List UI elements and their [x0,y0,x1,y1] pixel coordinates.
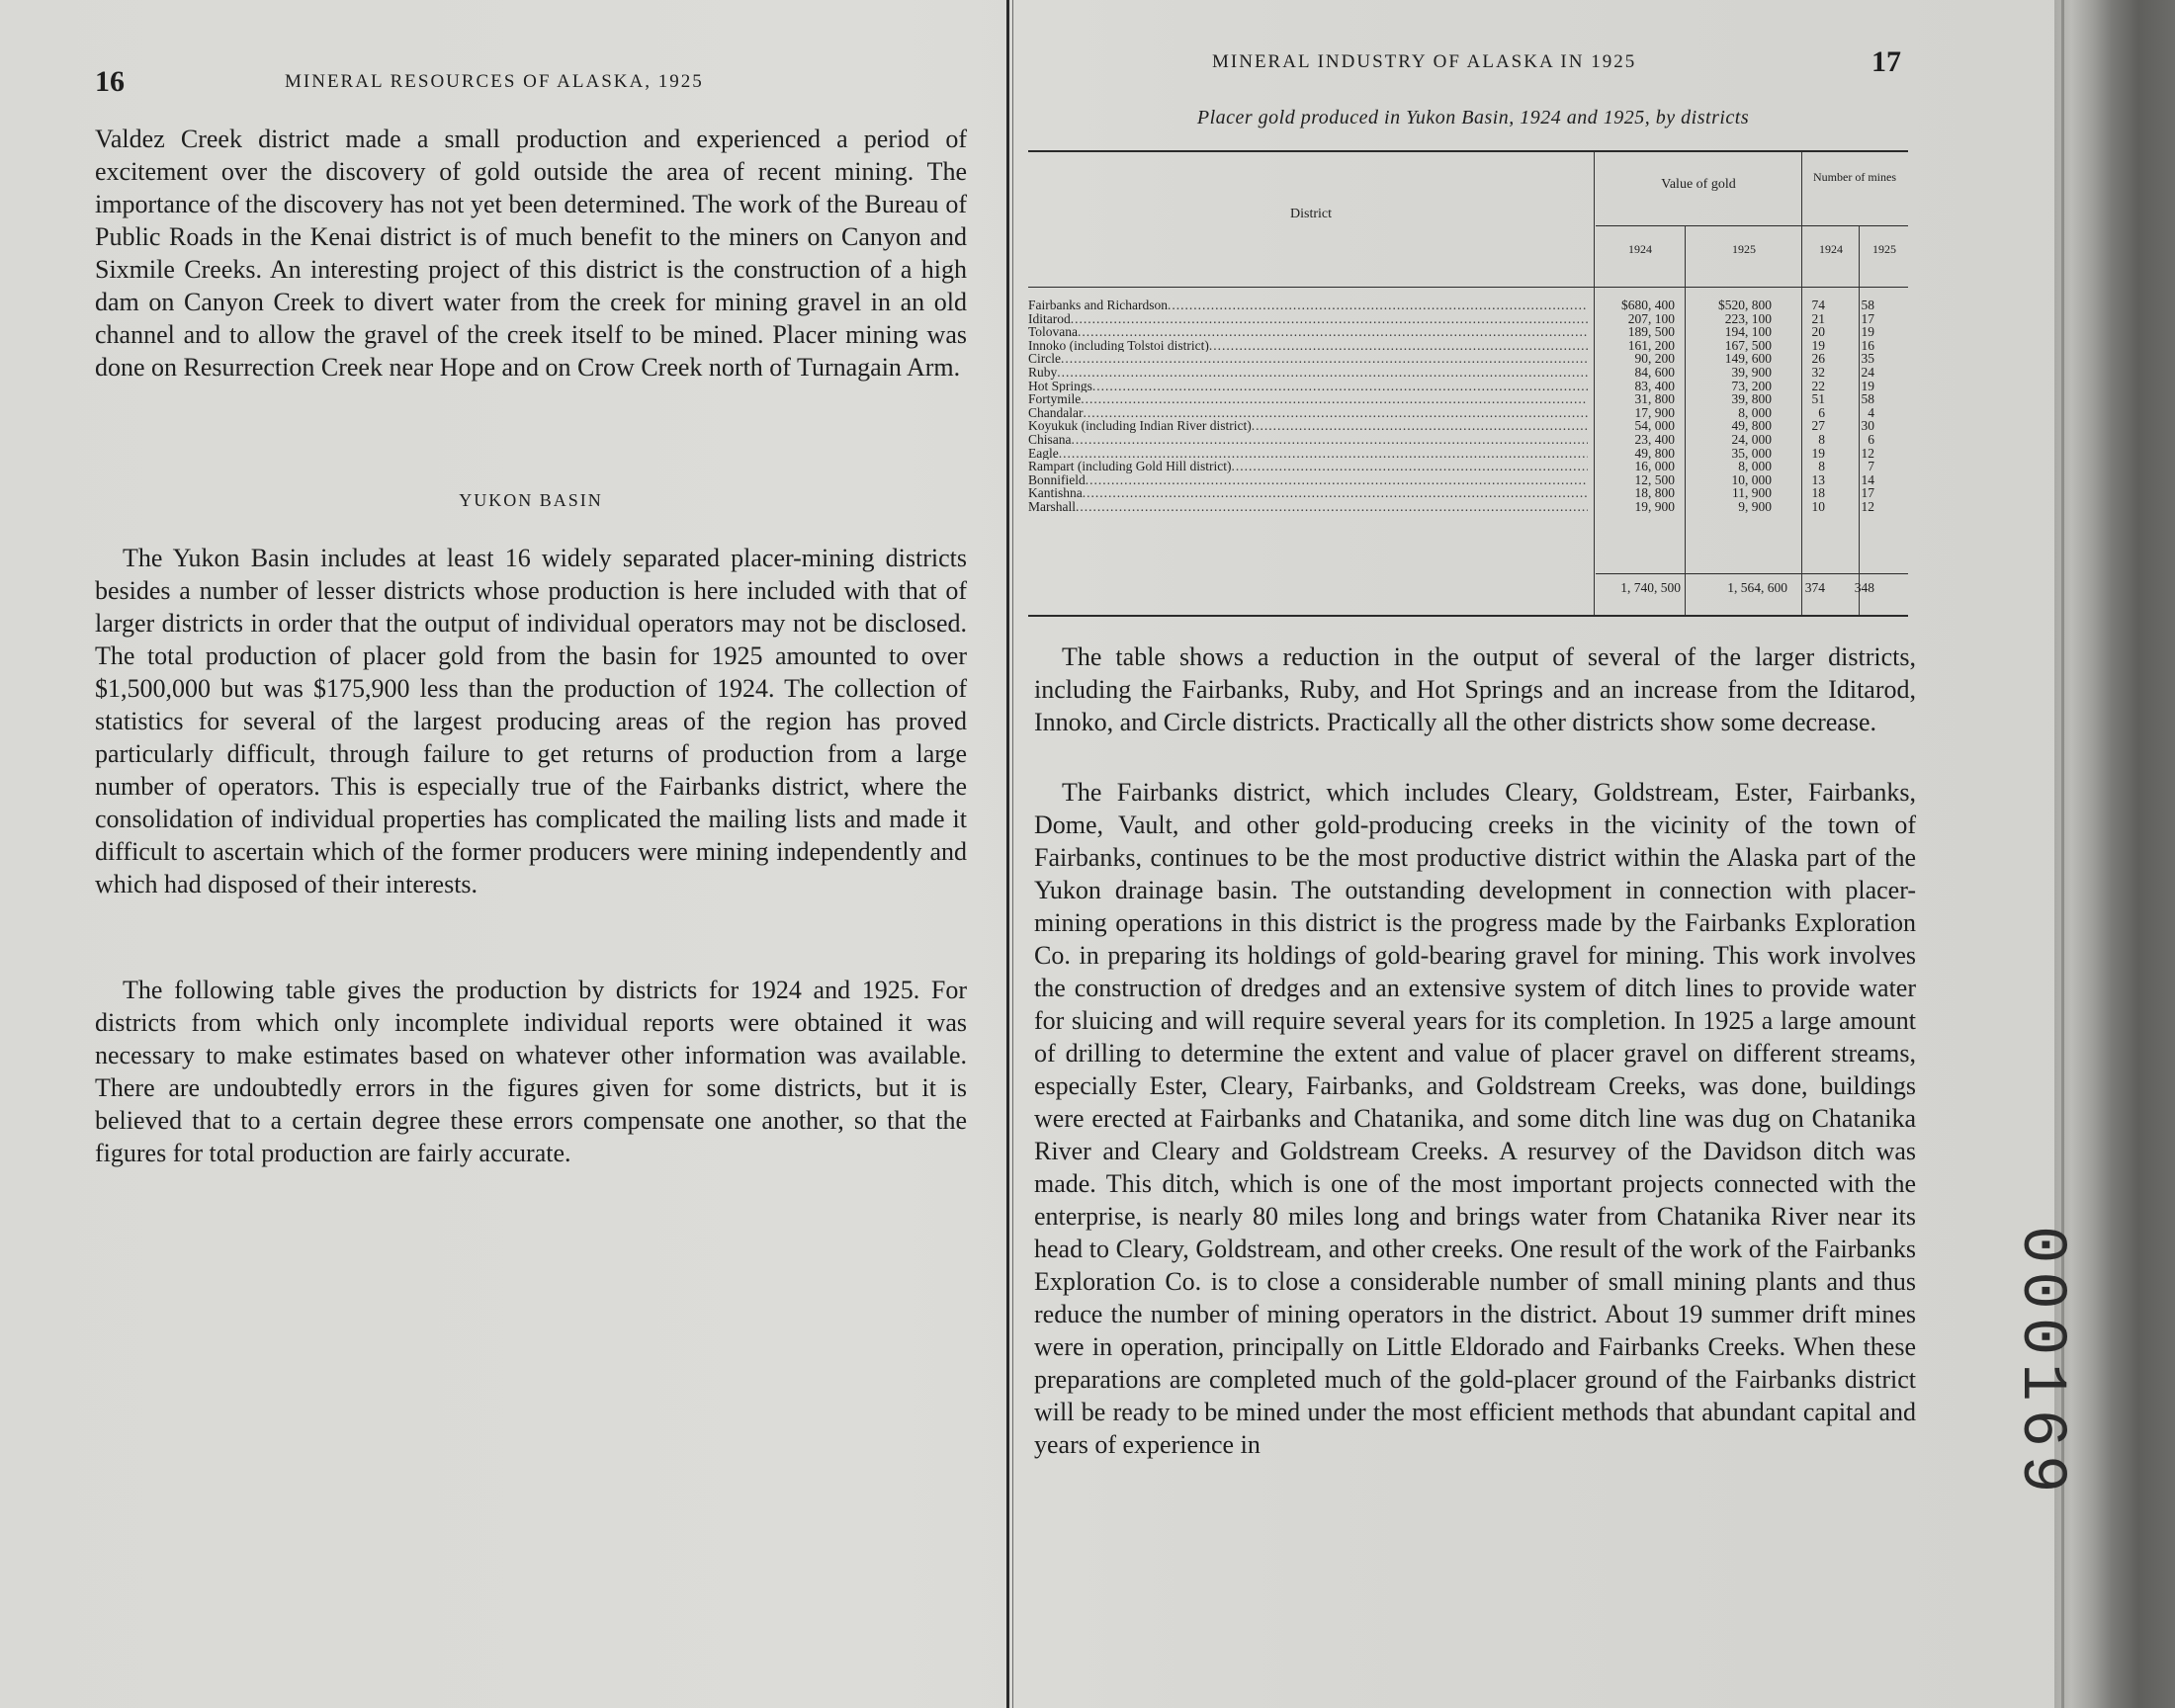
page-gutter [1006,0,1009,1708]
district-cell: Bonnifield ..... [1028,473,1588,487]
district-cell: Ruby ..... [1028,366,1588,380]
table-row [1028,325,1908,339]
mines-1924-cell: 26 [1811,351,1825,367]
mines-1924-cell: 18 [1811,485,1825,501]
value-1924-cell: 189, 500 [1627,324,1675,340]
header-value-1924: 1924 [1628,242,1652,256]
page-gutter-shadow [1012,0,1013,1708]
value-1924-cell: 207, 100 [1627,310,1675,326]
mines-1924-cell: 10 [1811,499,1825,514]
value-1924-cell: 31, 800 [1634,391,1675,407]
table-row [1028,392,1908,406]
table-row [1028,486,1908,500]
value-1925-cell: 35, 000 [1731,445,1772,461]
mines-1924-cell: 22 [1811,378,1825,393]
mines-1925-cell: 35 [1861,351,1874,367]
value-1924-cell: 84, 600 [1634,365,1675,380]
value-1924-cell: 90, 200 [1634,351,1675,367]
table-row [1028,433,1908,447]
table-subhead-rule [1596,225,1908,226]
table-top-rule [1028,150,1908,152]
mines-1924-cell: 32 [1811,365,1825,380]
mines-1925-cell: 12 [1861,499,1874,514]
header-value-1925: 1925 [1732,242,1756,256]
table-row [1028,406,1908,420]
total-mines-1925: 348 [1854,580,1874,595]
total-value-1924: 1, 740, 500 [1620,580,1681,595]
table-row [1028,473,1908,487]
value-1925-cell: 8, 000 [1738,459,1772,474]
table-row [1028,352,1908,366]
value-1924-cell: 23, 400 [1634,432,1675,447]
table-row [1028,500,1908,514]
table-row [1028,419,1908,433]
district-cell: Marshall ..... [1028,500,1588,514]
mines-1925-cell: 58 [1861,391,1874,407]
value-1925-cell: 10, 000 [1731,471,1772,487]
value-1925-cell: 73, 200 [1731,378,1772,393]
value-1925-cell: 39, 900 [1731,365,1772,380]
table-row [1028,299,1908,312]
header-mines-1925: 1925 [1872,242,1896,256]
district-cell: Iditarod ..... [1028,312,1588,326]
header-value-of-gold: Value of gold [1661,177,1736,192]
header-number-of-mines: Number of mines [1813,170,1896,184]
district-cell: Fortymile ..... [1028,392,1588,406]
mines-1925-cell: 19 [1861,378,1874,393]
table-row [1028,380,1908,393]
left-page-number: 16 [95,65,125,98]
mines-1925-cell: 7 [1868,459,1874,474]
mines-1925-cell: 4 [1868,404,1874,420]
value-1924-cell: 17, 900 [1634,404,1675,420]
value-1924-cell: 12, 500 [1634,471,1675,487]
mines-1924-cell: 8 [1818,432,1825,447]
value-1924-cell: 161, 200 [1627,337,1675,353]
right-paragraph-2: The Fairbanks district, which includes Cleary, Goldstream, Ester, Fairbanks, Dome, Vault, and other gold-producing creeks in the vicinity of the town of Fairbanks, continues to be the most productive district within the Alaska part of the Yukon drainage basin. The outstanding development in connection with placer-mining operations in this district is the progress made by the Fairbanks Exploration Co. in preparing its holdings of gold-bearing gravel for mining. This work involves the construction of dredges and an extensive system of ditch lines to provide water for sluicing and will require several years for its completion. In 1925 a large amount of drilling to determine the extent and value of placer gravel on different streams, especially Ester, Cleary, Fairbanks, and Goldstream Creeks, was done, buildings were erected at Fairbanks and Chatanika, and some ditch line was dug on Chatanika River and Cleary and Goldstream Creeks. A resurvey of the Davidson ditch was made. This ditch, which is one of the most important projects connected with the enterprise, is nearly 80 miles long and brings water from Chatanika River near its head to Cleary, Goldstream, and other creeks. One result of the work of the Fairbanks Exploration Co. is to close a considerable number of small mining plants and thus reduce the number of mining operators in the district. About 19 summer drift mines were in operation, principally on Little Eldorado and Fairbanks Creeks. When these preparations are completed much of the gold-placer ground of the Fairbanks district will be ready to be mined under the most efficient methods that abundant capital and years of experience in [1034,778,1916,1459]
value-1925-cell: 49, 800 [1731,418,1772,434]
mines-1924-cell: 21 [1811,310,1825,326]
right-paragraph-1: The table shows a reduction in the output of several of the larger districts, including the Fairbanks, Ruby, and Hot Springs and an increase from the Iditarod, Innoko, and Circle districts. Practically all the other districts show some decrease. [1034,642,1916,736]
district-cell: Tolovana ..... [1028,325,1588,339]
table-total-row [1028,581,1908,599]
mines-1925-cell: 19 [1861,324,1874,340]
mines-1925-cell: 14 [1861,471,1874,487]
mines-1925-cell: 6 [1868,432,1874,447]
mines-1925-cell: 24 [1861,365,1874,380]
total-mines-1924: 374 [1804,580,1825,595]
right-running-head: MINERAL INDUSTRY OF ALASKA IN 1925 [1212,51,1637,72]
mines-1925-cell: 17 [1861,310,1874,326]
table-head-rule [1028,287,1908,288]
mines-1924-cell: 6 [1818,404,1825,420]
district-cell: Koyukuk (including Indian River district) ..... [1028,419,1588,433]
table-row [1028,460,1908,473]
table-row [1028,447,1908,461]
header-mines-1924: 1924 [1819,242,1843,256]
table-caption: Placer gold produced in Yukon Basin, 1924 and 1925, by districts [1196,107,1750,128]
value-1925-cell: 149, 600 [1724,351,1772,367]
value-1924-cell: 19, 900 [1634,499,1675,514]
mines-1924-cell: 51 [1811,391,1825,407]
value-1924-cell: 49, 800 [1634,445,1675,461]
district-cell: Kantishna ..... [1028,486,1588,500]
district-cell: Hot Springs ..... [1028,380,1588,393]
mines-1924-cell: 27 [1811,418,1825,434]
district-cell: Chisana ..... [1028,433,1588,447]
value-1925-cell: 11, 900 [1732,485,1772,501]
section-heading: YUKON BASIN [459,490,603,510]
left-paragraph-3: The following table gives the production by districts for 1924 and 1925. For districts from which only incomplete individual reports were obtained it was necessary to make estimates based on whatever other information was available. There are undoubtedly errors in the figures given for some districts, but it is believed that to a certain degree these errors compensate one another, so that the figures for total production are fairly accurate. [95,976,967,1167]
district-cell: Rampart (including Gold Hill district) ..... [1028,460,1588,473]
mines-1925-cell: 16 [1861,337,1874,353]
mines-1925-cell: 17 [1861,485,1874,501]
value-1925-cell: 167, 500 [1724,337,1772,353]
mines-1924-cell: 19 [1811,445,1825,461]
value-1925-cell: 8, 000 [1738,404,1772,420]
header-district: District [1290,207,1332,221]
table-bottom-rule [1028,615,1908,617]
mines-1924-cell: 13 [1811,471,1825,487]
table-row [1028,312,1908,326]
district-cell: Eagle ..... [1028,447,1588,461]
district-cell: Chandalar ..... [1028,406,1588,420]
value-1924-cell: 16, 000 [1634,459,1675,474]
table-row [1028,366,1908,380]
mines-1925-cell: 58 [1861,298,1874,312]
mines-1925-cell: 12 [1861,445,1874,461]
value-1925-cell: $520, 800 [1718,298,1772,312]
value-1925-cell: 9, 900 [1738,499,1772,514]
mines-1924-cell: 19 [1811,337,1825,353]
mines-1924-cell: 20 [1811,324,1825,340]
mines-1924-cell: 74 [1811,298,1825,312]
mines-1925-cell: 30 [1861,418,1874,434]
value-1925-cell: 24, 000 [1731,432,1772,447]
table-row [1028,339,1908,353]
value-1925-cell: 39, 800 [1731,391,1772,407]
value-1924-cell: $680, 400 [1621,298,1675,312]
value-1924-cell: 54, 000 [1634,418,1675,434]
left-paragraph-2: The Yukon Basin includes at least 16 widely separated placer-mining districts besides a number of lesser districts whose production is here included with that of larger districts in order that the output of individual operators may not be disclosed. The total production of placer gold from the basin for 1925 amounted to over $1,500,000 but was $175,900 less than the production of 1924. The collection of statistics for several of the largest producing areas of the region has proved particularly difficult, through failure to get returns of production from a large number of operators. This is especially true of the Fairbanks district, where the consolidation of individual properties has complicated the mailing lists and made it difficult to ascertain which of the former producers were mining independently and which had disposed of their interests. [95,544,967,898]
value-1925-cell: 223, 100 [1724,310,1772,326]
right-page-number: 17 [1871,45,1901,78]
left-running-head: MINERAL RESOURCES OF ALASKA, 1925 [285,71,704,92]
value-1924-cell: 18, 800 [1634,485,1675,501]
total-value-1925: 1, 564, 600 [1727,580,1787,595]
value-1924-cell: 83, 400 [1634,378,1675,393]
district-cell: Fairbanks and Richardson ..... [1028,299,1588,312]
margin-stamp: 000169 [2005,1226,2076,1501]
table-total-rule [1596,573,1908,574]
left-paragraph-1: Valdez Creek district made a small production and experienced a period of excitement over the discovery of gold outside the area of recent mining. The importance of the discovery has not yet been determined. The work of the Bureau of Public Roads in the Kenai district is of much benefit to the miners on Canyon and Sixmile Creeks. An interesting project of this district is the construction of a high dam on Canyon Creek to divert water from the creek for mining gravel in an old channel and to allow the gravel of the creek itself to be mined. Placer mining was done on Resurrection Creek near Hope and on Crow Creek north of Turnagain Arm. [95,125,967,382]
mines-1924-cell: 8 [1818,459,1825,474]
district-cell: Circle ..... [1028,352,1588,366]
district-cell: Innoko (including Tolstoi district) ..... [1028,339,1588,353]
value-1925-cell: 194, 100 [1724,324,1772,340]
